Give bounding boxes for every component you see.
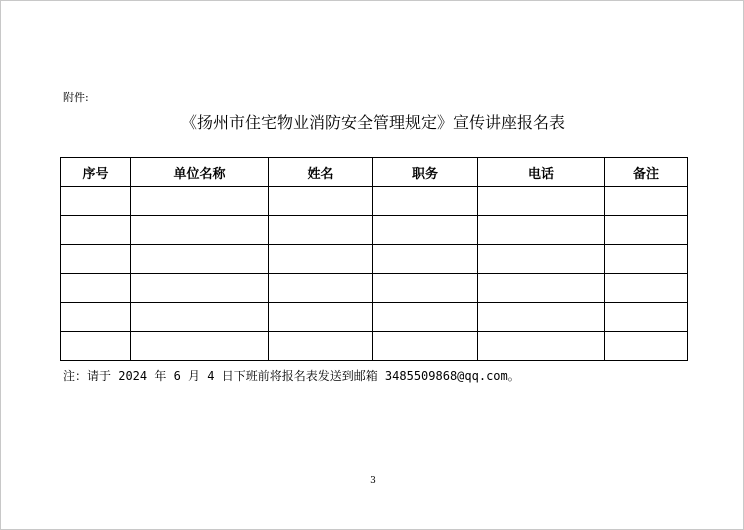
page-number: 3 <box>370 476 376 486</box>
table-cell <box>269 245 373 274</box>
table-cell <box>373 245 478 274</box>
table-cell <box>61 303 131 332</box>
table-cell <box>605 245 688 274</box>
table-cell <box>478 274 605 303</box>
table-cell <box>61 332 131 361</box>
table-cell <box>131 332 269 361</box>
table-header-row <box>61 158 688 187</box>
table-cell <box>269 303 373 332</box>
table-row <box>61 216 688 245</box>
header-position: 职务 <box>373 158 478 187</box>
table-cell <box>373 303 478 332</box>
table-cell <box>61 245 131 274</box>
table-body <box>61 187 688 361</box>
table-row <box>61 274 688 303</box>
table-cell <box>131 274 269 303</box>
header-remarks: 备注 <box>605 158 688 187</box>
registration-table <box>60 157 688 361</box>
table-cell <box>131 303 269 332</box>
table-cell <box>605 332 688 361</box>
table-row <box>61 187 688 216</box>
table-cell <box>269 332 373 361</box>
table-cell <box>605 274 688 303</box>
table-row <box>61 245 688 274</box>
table-cell <box>61 216 131 245</box>
submission-note: 注：请于 2024 年 6 月 4 日下班前将报名表发送到邮箱 3485509868@qq.com。 <box>63 369 520 383</box>
table-cell <box>605 187 688 216</box>
table-cell <box>478 216 605 245</box>
header-name: 姓名 <box>269 158 373 187</box>
table-cell <box>373 216 478 245</box>
table-cell <box>61 187 131 216</box>
table-cell <box>61 274 131 303</box>
table-cell <box>605 303 688 332</box>
table-cell <box>131 245 269 274</box>
table-cell <box>373 332 478 361</box>
table-row <box>61 303 688 332</box>
table-cell <box>478 332 605 361</box>
table-cell <box>131 216 269 245</box>
table-cell <box>478 245 605 274</box>
attachment-label: 附件: <box>63 91 89 104</box>
header-serial-number: 序号 <box>61 158 131 187</box>
document-title: 《扬州市住宅物业消防安全管理规定》宣传讲座报名表 <box>180 113 565 132</box>
header-phone: 电话 <box>478 158 605 187</box>
table-cell <box>605 216 688 245</box>
table-cell <box>478 187 605 216</box>
table-cell <box>269 187 373 216</box>
table-cell <box>373 274 478 303</box>
table-cell <box>131 187 269 216</box>
table-cell <box>373 187 478 216</box>
header-unit-name: 单位名称 <box>131 158 269 187</box>
table-cell <box>269 216 373 245</box>
table-row <box>61 332 688 361</box>
table-cell <box>269 274 373 303</box>
table-cell <box>478 303 605 332</box>
